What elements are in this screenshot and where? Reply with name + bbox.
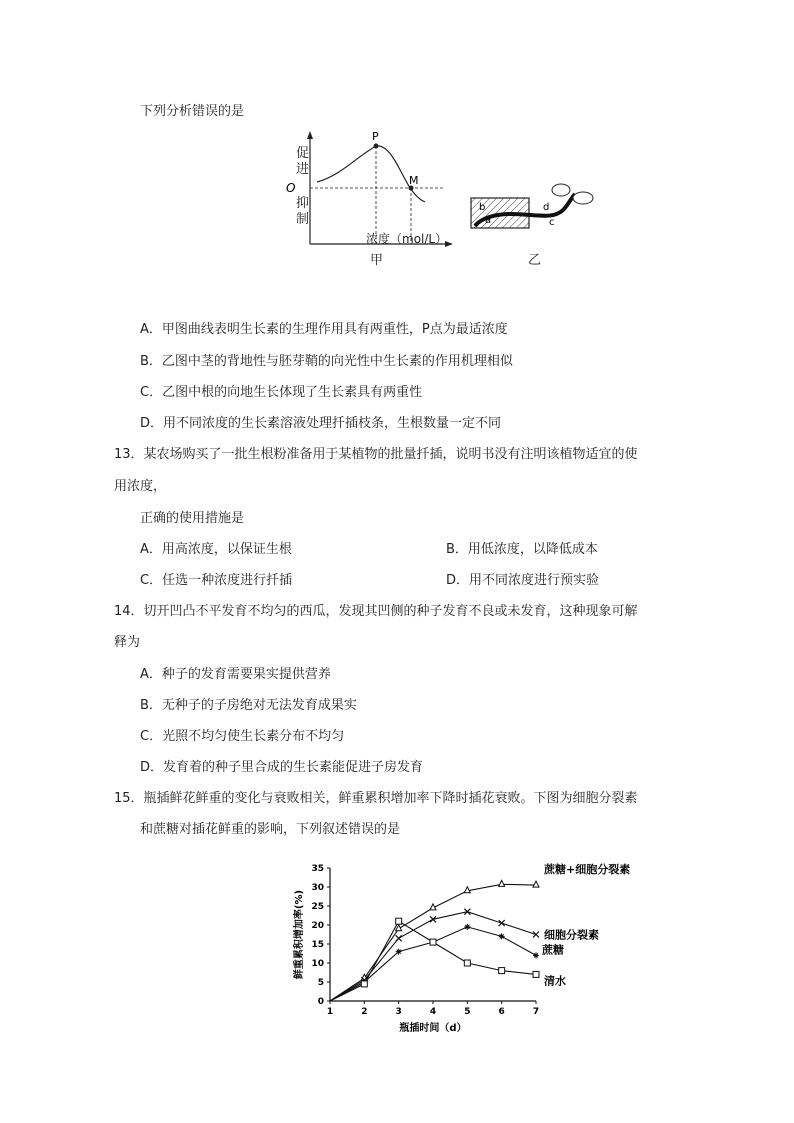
chart-y-tick-label: 35 [311,864,324,874]
q14-stem-line1: 14．切开凹凸不平发育不均匀的西瓜，发现其凹侧的种子发育不良或未发育，这种现象可解 [114,604,638,619]
jia-y-arrow [307,131,313,139]
yi-label-b: b [479,202,486,213]
q13-stem-line3: 正确的使用措施是 [140,511,245,526]
q15-stem-line1: 15．瓶插鲜花鲜重的变化与衰败相关，鲜重累积增加率下降时插花衰败。下图为细胞分裂素 [114,791,638,806]
chart-series-label: 蔗糖+细胞分裂素 [544,863,631,877]
chart-point [533,952,539,958]
q13-option-b: B．用低浓度，以降低成本 [446,542,598,557]
chart-x-tick-label: 6 [498,1007,505,1017]
chart-point [533,971,539,977]
jia-label-promote: 促进 [296,146,310,177]
jia-label-m: M [409,174,419,187]
chart-series-line [330,921,536,1001]
q12-option-a: A．甲图曲线表明生长素的生理作用具有两重性，P点为最适浓度 [140,322,508,337]
question-intro: 下列分析错误的是 [140,104,245,119]
yi-label-d: d [543,202,550,213]
yi-label-a: a [485,215,492,226]
chart-point [396,935,402,941]
chart-x-tick-label: 1 [326,1007,334,1017]
q13-stem-line1: 13．某农场购买了一批生根粉准备用于某植物的批量扦插，说明书没有注明该植物适宜的使 [114,447,638,462]
chart-series-label: 蔗糖 [542,943,564,957]
chart-point [464,960,470,966]
q14-option-c: C．光照不均匀使生长素分布不均匀 [140,729,345,744]
figure-yi [465,180,605,240]
chart-y-tick-label: 10 [311,959,324,969]
yi-leaf-right [573,192,593,204]
chart-series-label: 细胞分裂素 [544,928,599,942]
jia-label-inhibit: 抑制 [296,196,310,227]
chart-x-tick-label: 5 [464,1007,471,1017]
chart-point [361,981,367,987]
chart-y-tick-label: 25 [311,902,324,912]
chart-y-tick-label: 5 [317,978,324,988]
chart-y-axis-label: 鲜重累积增加率(%) [294,889,305,980]
q15-stem-line2: 和蔗糖对插花鲜重的影响，下列叙述错误的是 [140,822,401,837]
q14-option-d: D．发育着的种子里合成的生长素能促进子房发育 [140,760,424,775]
chart-point [464,924,470,930]
q12-option-d: D．用不同浓度的生长素溶液处理扦插枝条，生根数量一定不同 [140,416,502,431]
q13-option-a: A．用高浓度，以保证生根 [140,542,292,557]
fresh-weight-chart [286,852,656,1042]
chart-point [499,880,505,886]
yi-label-c: c [549,217,555,228]
chart-series-line [330,912,536,1001]
q14-option-a: A．种子的发育需要果实提供营养 [140,667,331,682]
chart-point [396,918,402,924]
chart-x-axis-label: 瓶插时间（d） [399,1023,467,1034]
jia-x-label: 浓度（mol/L） [366,232,448,246]
chart-x-tick-label: 3 [395,1007,402,1017]
chart-point [430,939,436,945]
chart-point [533,932,539,938]
chart-y-tick-label: 20 [311,921,324,931]
q13-option-d: D．用不同浓度进行预实验 [446,573,600,588]
yi-caption: 乙 [528,253,542,268]
chart-point [533,881,539,887]
jia-label-origin: O [286,181,296,195]
jia-caption: 甲 [370,253,384,268]
q14-stem-line2: 释为 [114,635,141,650]
chart-point [499,968,505,974]
q14-option-b: B．无种子的子房绝对无法发育成果实 [140,698,357,713]
chart-point [499,933,505,939]
chart-point [499,920,505,926]
q13-option-c: C．任选一种浓度进行扦插 [140,573,293,588]
chart-y-tick-label: 15 [311,940,324,950]
chart-series-line [330,927,536,1001]
chart-point [464,887,470,893]
chart-x-tick-label: 2 [361,1007,368,1017]
q12-option-b: B．乙图中茎的背地性与胚芽鞘的向光性中生长素的作用机理相似 [140,354,513,369]
yi-leaf-left [552,184,570,196]
chart-series-label: 清水 [544,974,566,988]
q12-option-c: C．乙图中根的向地生长体现了生长素具有两重性 [140,385,423,400]
chart-x-tick-label: 4 [429,1007,437,1017]
chart-y-tick-label: 0 [317,997,324,1007]
chart-y-tick-label: 30 [311,883,324,893]
chart-x-tick-label: 7 [532,1007,540,1017]
jia-label-p: P [372,130,379,143]
q13-stem-line2: 用浓度， [114,479,167,494]
